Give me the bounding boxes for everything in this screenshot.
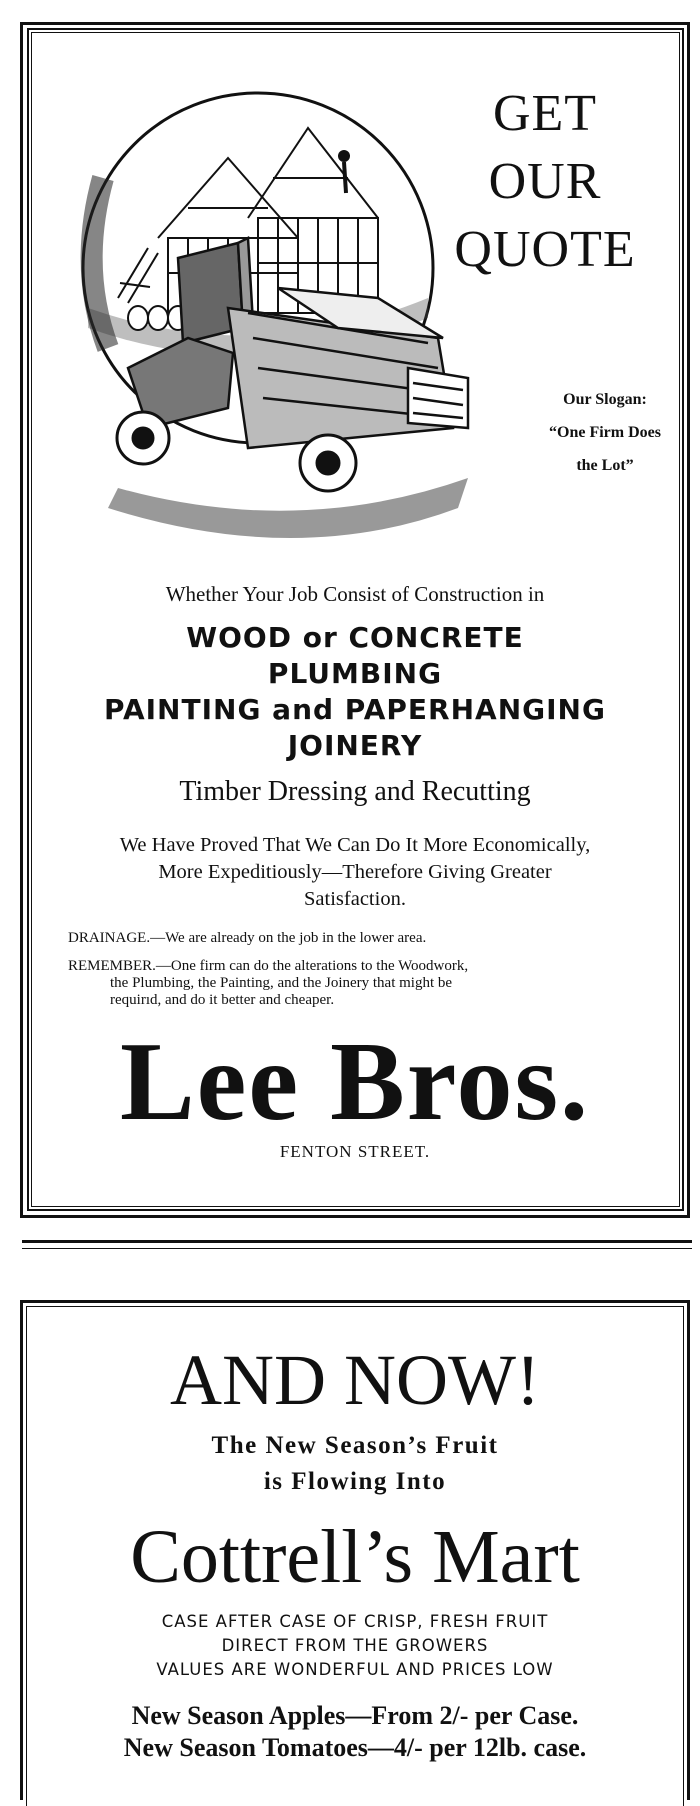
headline-line-1: GET: [492, 85, 598, 142]
slogan-text-2: the Lot”: [576, 457, 634, 474]
remember-line-2: the Plumbing, the Painting, and the Joinery that might be: [110, 975, 453, 991]
price-offers: [40, 1700, 670, 1764]
claim-line-2: DIRECT FROM THE GROWERS: [221, 1636, 489, 1655]
lee-bros-brand: Lee Bros.: [119, 1020, 591, 1144]
service-wood-concrete: WOOD or CONCRETE: [186, 621, 524, 654]
remember-line-3: requirıd, and do it better and cheaper.: [110, 992, 335, 1008]
new-season-fruit-text: [40, 1428, 670, 1500]
season-line-2: is Flowing Into: [263, 1468, 447, 1495]
proved-line-1: We Have Proved That We Can Do It More Economically,: [119, 834, 591, 856]
timber-dressing-line: Timber Dressing and Recutting: [179, 776, 531, 807]
proved-line-3: Satisfaction.: [304, 888, 406, 910]
fresh-fruit-claims: [40, 1610, 670, 1682]
get-our-quote-headline: [440, 80, 650, 284]
service-plumbing: PLUMBING: [267, 657, 443, 690]
proved-statement: [40, 832, 670, 913]
apples-offer: New Season Apples—From 2/- per Case.: [131, 1701, 579, 1730]
season-line-1: The New Season’s Fruit: [211, 1432, 499, 1459]
claim-line-1: CASE AFTER CASE OF CRISP, FRESH FRUIT: [161, 1612, 549, 1631]
tomatoes-offer: New Season Tomatoes—4/- per 12lb. case.: [123, 1733, 587, 1762]
remember-notice: [68, 958, 663, 1009]
section-divider-thin: [22, 1248, 692, 1249]
remember-line-1: REMEMBER.—One firm can do the alterations to the Woodwork,: [68, 958, 469, 974]
and-now-headline: AND NOW!: [170, 1340, 540, 1420]
slogan-block: [520, 383, 690, 482]
service-joinery: JOINERY: [287, 729, 423, 762]
headline-line-2: OUR: [488, 153, 602, 210]
street-address: FENTON STREET.: [279, 1142, 431, 1161]
headline-line-3: QUOTE: [454, 221, 636, 278]
section-divider-thick: [22, 1240, 692, 1243]
claim-line-3: VALUES ARE WONDERFUL AND PRICES LOW: [156, 1660, 554, 1679]
cottrells-mart-name: Cottrell’s Mart: [130, 1515, 580, 1599]
drainage-notice: DRAINAGE.—We are already on the job in the lower area.: [68, 930, 427, 946]
slogan-label: Our Slogan:: [563, 391, 647, 408]
proved-line-2: More Expeditiously—Therefore Giving Greater: [158, 861, 552, 883]
service-painting: PAINTING and PAPERHANGING: [104, 693, 606, 726]
construction-intro: Whether Your Job Consist of Construction in: [165, 582, 545, 606]
services-list: [40, 620, 670, 764]
slogan-text-1: “One Firm Does: [549, 424, 661, 441]
